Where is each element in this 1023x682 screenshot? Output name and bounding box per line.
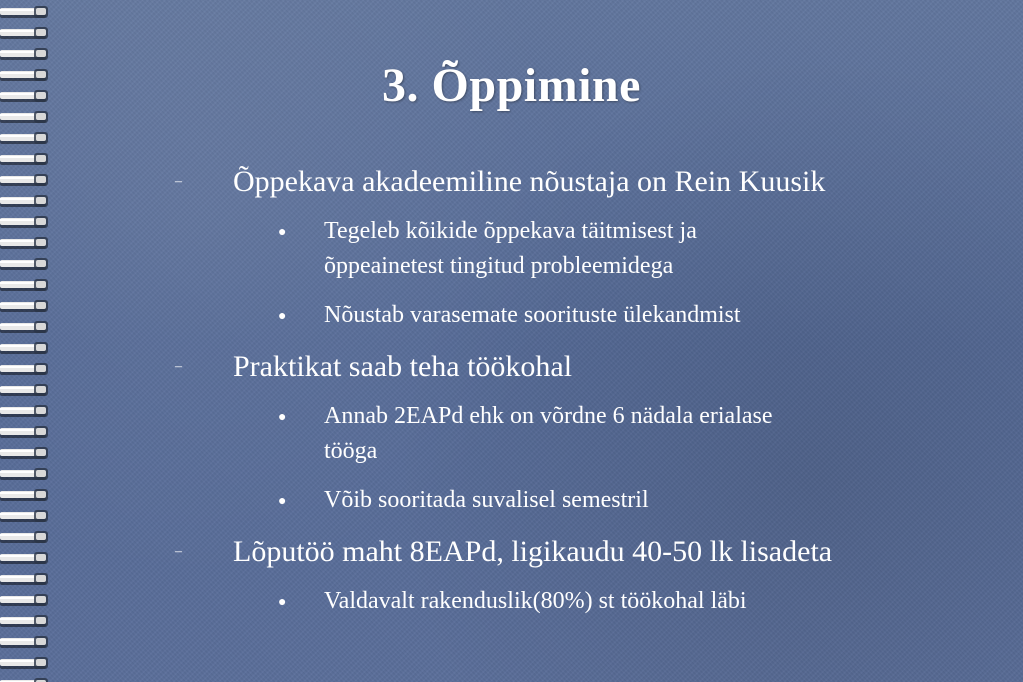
bullet-text: Praktikat saab teha töökohal <box>233 350 573 383</box>
slide-title: 3. Õppimine <box>382 59 641 112</box>
sub-bullet-text: Võib sooritada suvalisel semestril <box>324 487 649 513</box>
dot-marker: ● <box>278 225 287 240</box>
bullet-item <box>170 347 990 387</box>
dash-marker: – <box>175 544 182 559</box>
sub-bullet-item <box>170 399 804 469</box>
dot-marker: ● <box>278 410 287 425</box>
sub-bullet-item <box>170 584 944 619</box>
bullet-item <box>170 162 990 202</box>
dot-marker: ● <box>278 595 287 610</box>
dash-marker: – <box>175 174 182 189</box>
dash-marker: – <box>175 359 182 374</box>
sub-bullet-item <box>170 483 804 518</box>
sub-bullet-text: Tegeleb kõikide õppekava täitmisest ja õppeainetest tingitud probleemidega <box>324 218 697 279</box>
slide-content <box>170 162 990 633</box>
sub-bullet-item <box>170 214 804 284</box>
bullet-item <box>170 532 873 572</box>
bullet-text: Õppekava akadeemiline nõustaja on Rein Kuusik <box>233 165 826 198</box>
sub-bullet-text: Annab 2EAPd ehk on võrdne 6 nädala erialase tööga <box>324 403 773 464</box>
dot-marker: ● <box>278 309 287 324</box>
sub-bullet-text: Nõustab varasemate soorituste ülekandmist <box>324 302 741 328</box>
sub-bullet-text: Valdavalt rakenduslik(80%) st töökohal läbi <box>324 588 747 614</box>
sub-bullet-item <box>170 298 804 333</box>
bullet-text: Lõputöö maht 8EAPd, ligikaudu 40-50 lk lisadeta <box>233 535 833 568</box>
dot-marker: ● <box>278 494 287 509</box>
